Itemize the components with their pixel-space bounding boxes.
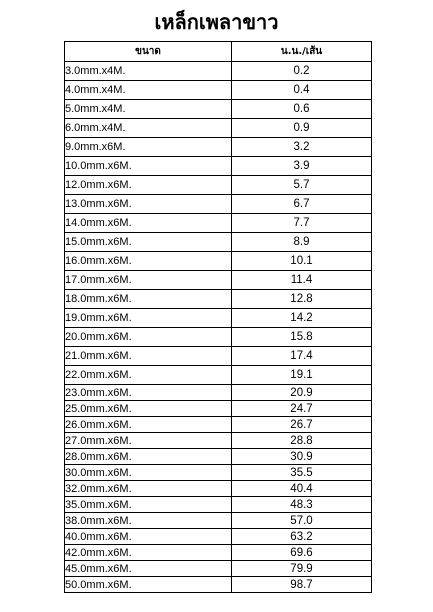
size-cell: 13.0mm.x6M.	[65, 195, 232, 214]
size-cell: 12.0mm.x6M.	[65, 176, 232, 195]
size-cell: 40.0mm.x6M.	[65, 529, 232, 545]
size-cell: 26.0mm.x6M.	[65, 417, 232, 433]
table-row	[65, 309, 372, 328]
weight-cell: 48.3	[232, 497, 372, 513]
size-cell: 20.0mm.x6M.	[65, 328, 232, 347]
size-cell: 32.0mm.x6M.	[65, 481, 232, 497]
weight-cell: 69.6	[232, 545, 372, 561]
weight-cell: 3.9	[232, 157, 372, 176]
table-row	[65, 157, 372, 176]
weight-cell: 98.7	[232, 577, 372, 593]
table-row	[65, 176, 372, 195]
steel-bar-weight-table	[64, 41, 372, 593]
table-row	[65, 81, 372, 100]
weight-cell: 40.4	[232, 481, 372, 497]
size-cell: 5.0mm.x4M.	[65, 100, 232, 119]
table-row	[65, 497, 372, 513]
size-cell: 21.0mm.x6M.	[65, 347, 232, 366]
size-cell: 27.0mm.x6M.	[65, 433, 232, 449]
weight-cell: 79.9	[232, 561, 372, 577]
table-row	[65, 577, 372, 593]
table-row	[65, 545, 372, 561]
table-row	[65, 195, 372, 214]
size-cell: 16.0mm.x6M.	[65, 252, 232, 271]
table-row	[65, 417, 372, 433]
size-cell: 35.0mm.x6M.	[65, 497, 232, 513]
table-row	[65, 433, 372, 449]
table-row	[65, 62, 372, 81]
size-cell: 25.0mm.x6M.	[65, 401, 232, 417]
column-header-weight: น.น./เส้น	[232, 42, 372, 62]
size-cell: 9.0mm.x6M.	[65, 138, 232, 157]
size-cell: 19.0mm.x6M.	[65, 309, 232, 328]
table-row	[65, 366, 372, 385]
table-row	[65, 271, 372, 290]
weight-cell: 0.4	[232, 81, 372, 100]
weight-cell: 14.2	[232, 309, 372, 328]
size-cell: 38.0mm.x6M.	[65, 513, 232, 529]
weight-cell: 7.7	[232, 214, 372, 233]
table-row	[65, 481, 372, 497]
weight-cell: 3.2	[232, 138, 372, 157]
weight-cell: 28.8	[232, 433, 372, 449]
size-cell: 30.0mm.x6M.	[65, 465, 232, 481]
size-cell: 10.0mm.x6M.	[65, 157, 232, 176]
table-row	[65, 119, 372, 138]
table-row	[65, 347, 372, 366]
size-cell: 45.0mm.x6M.	[65, 561, 232, 577]
table-row	[65, 529, 372, 545]
weight-cell: 19.1	[232, 366, 372, 385]
weight-cell: 57.0	[232, 513, 372, 529]
size-cell: 4.0mm.x4M.	[65, 81, 232, 100]
table-row	[65, 401, 372, 417]
size-cell: 42.0mm.x6M.	[65, 545, 232, 561]
size-cell: 28.0mm.x6M.	[65, 449, 232, 465]
size-cell: 18.0mm.x6M.	[65, 290, 232, 309]
table-row	[65, 252, 372, 271]
size-cell: 50.0mm.x6M.	[65, 577, 232, 593]
table-row	[65, 214, 372, 233]
table-header-row	[65, 42, 372, 62]
weight-cell: 24.7	[232, 401, 372, 417]
weight-cell: 5.7	[232, 176, 372, 195]
size-cell: 3.0mm.x4M.	[65, 62, 232, 81]
weight-cell: 0.9	[232, 119, 372, 138]
table-row	[65, 561, 372, 577]
table-row	[65, 385, 372, 401]
size-cell: 22.0mm.x6M.	[65, 366, 232, 385]
weight-cell: 63.2	[232, 529, 372, 545]
table-row	[65, 100, 372, 119]
weight-cell: 10.1	[232, 252, 372, 271]
size-cell: 15.0mm.x6M.	[65, 233, 232, 252]
weight-cell: 17.4	[232, 347, 372, 366]
weight-cell: 12.8	[232, 290, 372, 309]
weight-cell: 26.7	[232, 417, 372, 433]
table-row	[65, 449, 372, 465]
size-cell: 23.0mm.x6M.	[65, 385, 232, 401]
column-header-size: ขนาด	[65, 42, 232, 62]
weight-cell: 0.6	[232, 100, 372, 119]
weight-cell: 35.5	[232, 465, 372, 481]
table-row	[65, 328, 372, 347]
weight-cell: 11.4	[232, 271, 372, 290]
size-cell: 17.0mm.x6M.	[65, 271, 232, 290]
size-cell: 6.0mm.x4M.	[65, 119, 232, 138]
table-row	[65, 138, 372, 157]
size-cell: 14.0mm.x6M.	[65, 214, 232, 233]
weight-cell: 15.8	[232, 328, 372, 347]
table-row	[65, 465, 372, 481]
table-row	[65, 290, 372, 309]
weight-cell: 6.7	[232, 195, 372, 214]
table-row	[65, 513, 372, 529]
weight-cell: 20.9	[232, 385, 372, 401]
weight-cell: 0.2	[232, 62, 372, 81]
table-row	[65, 233, 372, 252]
weight-cell: 30.9	[232, 449, 372, 465]
weight-cell: 8.9	[232, 233, 372, 252]
page-title: เหล็กเพลาขาว	[154, 10, 279, 34]
